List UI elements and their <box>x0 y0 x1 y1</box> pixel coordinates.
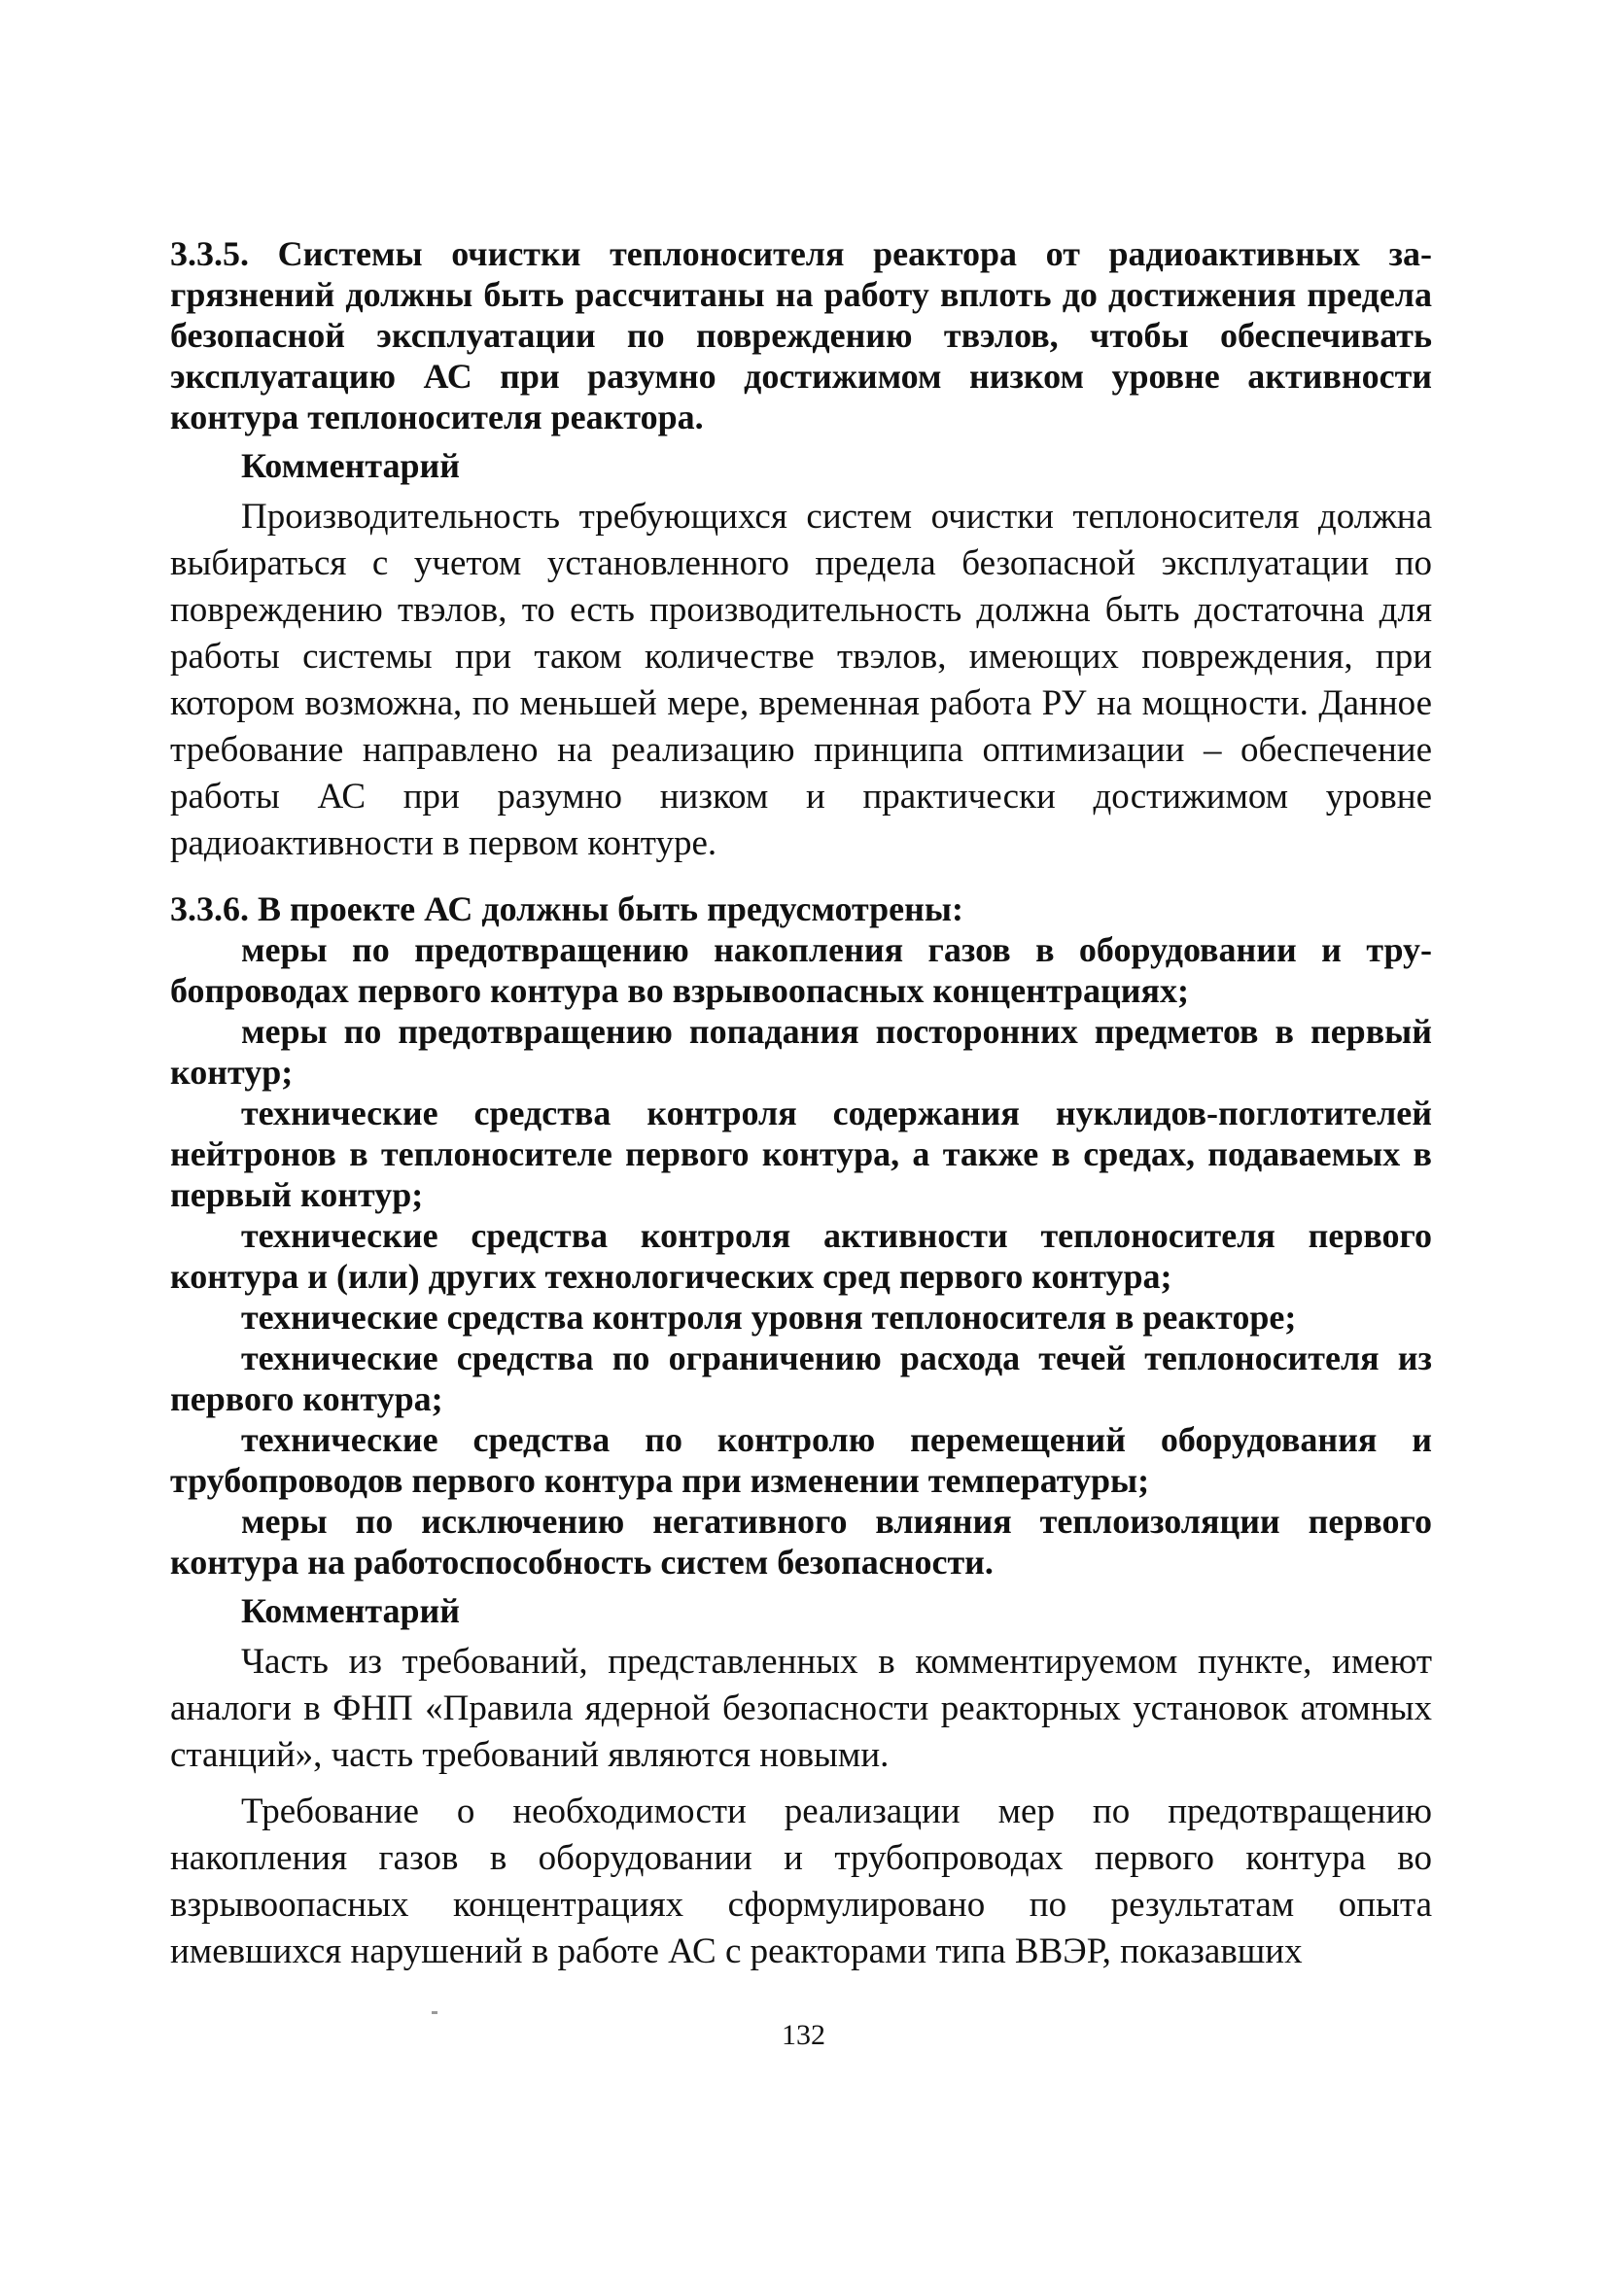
comment-heading-3-3-5: Комментарий <box>241 446 461 485</box>
document-page <box>170 233 1432 1975</box>
scan-speck <box>432 2011 437 2014</box>
requirement-item: технические средства по ограничению расхода течей теплоносителя из первого контура; <box>170 1339 1432 1418</box>
section-3-3-5: 3.3.5. Системы очистки теплоносителя реактора от радиоактивных загрязнений должны быть рассчитаны на работу вплоть до достижения предела безопасной эксплуатации по повреждению твэлов, чтобы обеспечивать эксплуатацию АС при разумно достижимом низком уровне активности контура теплоносителя реактора. <box>170 234 1432 436</box>
requirement-item: технические средства контроля содержания нуклидов-поглотителей нейтронов в теплоносителе первого контура, а также в средах, подаваемых в первый контур; <box>170 1094 1432 1214</box>
requirement-item: технические средства контроля уровня теплоносителя в реакторе; <box>241 1298 1297 1337</box>
comment-paragraph: Часть из требований, представленных в комментируемом пункте, имеют аналоги в ФНП «Правила ядерной безопасности реакторных установок атомных станций», часть требований являются новыми. <box>170 1642 1432 1775</box>
requirement-item: меры по исключению негативного влияния теплоизоляции первого контура на работоспособность систем безопасности. <box>170 1502 1432 1582</box>
comment-paragraph: Требование о необходимости реализации мер по предотвращению накопления газов в оборудовании и трубопроводах первого контура во взрывоопасных концентрациях сформулировано по результатам опыта имевшихся нарушений в работе АС с реакторами типа ВВЭР, показавших <box>170 1792 1432 1971</box>
page-number: 132 <box>782 2019 825 2051</box>
requirement-item: технические средства контроля активности теплоносителя первого контура и (или) других технологических сред первого контура; <box>170 1216 1432 1296</box>
requirement-item: технические средства по контролю перемещений оборудования и трубопроводов первого контура при изменении температуры; <box>170 1420 1432 1500</box>
section-3-3-6-intro: 3.3.6. В проекте АС должны быть предусмотрены: <box>170 889 963 928</box>
comment-heading-3-3-6: Комментарий <box>241 1591 461 1630</box>
requirement-item: меры по предотвращению накопления газов в оборудовании и трубопроводах первого контура во взрывоопасных концентрациях; <box>170 930 1432 1010</box>
requirement-item: меры по предотвращению попадания посторонних предметов в первый контур; <box>170 1012 1432 1092</box>
comment-text-3-3-5: Производительность требующихся систем очистки теплоносителя должна выбираться с учетом установленного предела безопасной эксплуатации по повреждению твэлов, то есть производительность должна быть достаточна для работы системы при таком количестве твэлов, имеющих повреждения, при котором возможна, по меньшей мере, временная работа РУ на мощности. Данное требование направлено на реализацию принципа оптимизации – обеспечение работы АС при разумно низком и практически достижимом уровне радиоактивности в первом контуре. <box>170 497 1432 863</box>
